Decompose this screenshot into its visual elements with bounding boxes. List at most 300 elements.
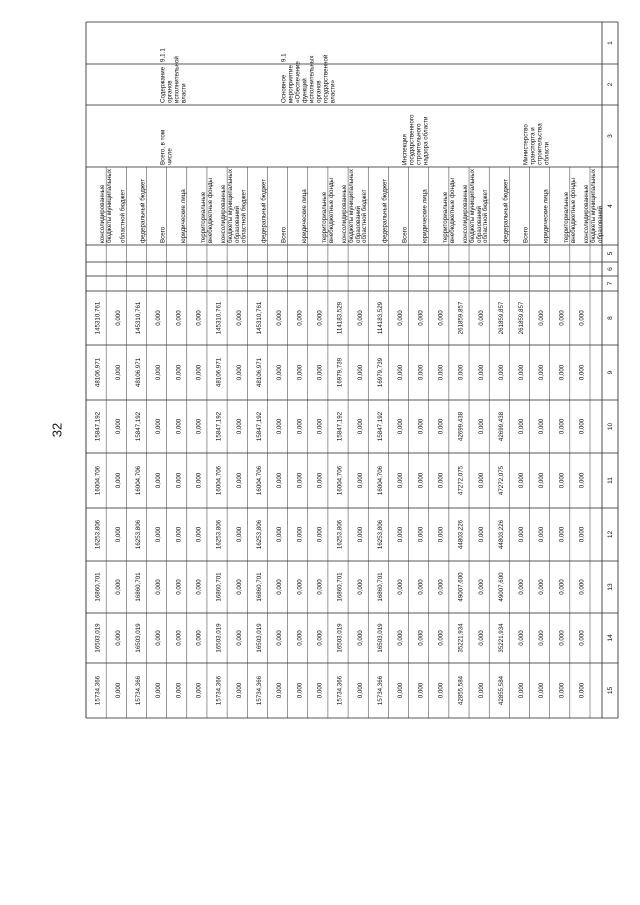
amount-cell: 49007,600 [457, 572, 465, 602]
funding-source-line: юридические лица [300, 189, 308, 243]
amount-cell: 16860,701 [215, 572, 223, 602]
amount-cell: 44803,226 [497, 519, 505, 550]
funding-source [523, 226, 530, 243]
amount-cell: 0,000 [518, 682, 526, 699]
funding-source-line: федеральный бюджет [260, 178, 268, 243]
executor-name-line: транспорта и [529, 127, 537, 165]
amount-cell: 0,000 [316, 682, 324, 699]
amount-cell: 0,000 [356, 630, 364, 646]
amount-cell: 0,000 [397, 579, 405, 595]
amount-cell: 15734,366 [256, 675, 264, 706]
event-name-line: власти» [329, 79, 337, 103]
amount-cell: 0,000 [518, 364, 526, 381]
column-number-4: 4 [606, 204, 614, 208]
funding-source-line: внебюджетные фонды [448, 178, 456, 243]
amount-cell: 0,000 [558, 630, 566, 646]
amount-cell: 0,000 [538, 472, 546, 489]
amount-cell: 0,000 [558, 682, 566, 699]
event-name-line: исполнительной [173, 56, 181, 103]
amount-cell: 44803,226 [457, 519, 465, 550]
amount-cell: 42855,584 [457, 675, 465, 706]
funding-source [160, 226, 167, 243]
amount-cell: 0,000 [296, 472, 304, 489]
amount-cell: 0,000 [316, 472, 324, 489]
funding-source-line: консолидированные [583, 184, 590, 243]
amount-cell: 0,000 [114, 364, 122, 381]
row-number [160, 48, 167, 62]
amount-cell: 0,000 [296, 630, 304, 646]
amount-cell: 0,000 [114, 418, 122, 435]
funding-source-line: территориальные [199, 191, 207, 243]
amount-cell: 48106,971 [256, 357, 264, 388]
amount-cell: 15734,366 [94, 675, 102, 706]
amount-cell: 0,000 [538, 579, 546, 595]
funding-source-line: бюджеты муниципальных [227, 169, 235, 243]
amount-cell: 0,000 [437, 682, 445, 699]
amount-cell: 0,000 [235, 682, 243, 699]
amount-cell: 0,000 [276, 579, 284, 595]
funding-source-line: федеральный бюджет [139, 178, 147, 243]
funding-source-line: юридические лица [179, 189, 187, 243]
amount-cell: 0,000 [417, 526, 425, 543]
amount-cell: 0,000 [155, 472, 163, 489]
amount-cell: 0,000 [417, 472, 425, 489]
amount-cell: 42855,584 [497, 675, 505, 706]
amount-cell: 0,000 [578, 364, 586, 381]
amount-cell: 0,000 [558, 579, 566, 595]
executor-name [523, 123, 551, 165]
amount-cell: 15847,192 [376, 411, 384, 442]
funding-source-line: Всего [159, 226, 167, 243]
amount-cell: 0,000 [276, 682, 284, 699]
amount-cell: 16004,706 [135, 465, 143, 496]
amount-cell: 0,000 [417, 579, 425, 595]
amount-cell: 48106,971 [94, 357, 102, 388]
funding-source-line: территориальные [441, 191, 449, 243]
amount-cell: 0,000 [316, 630, 324, 646]
amount-cell: 0,000 [356, 526, 364, 543]
executor-name-line: строительства [536, 123, 544, 165]
amount-cell: 0,000 [235, 310, 243, 326]
funding-source [119, 189, 126, 243]
amount-cell: 0,000 [276, 310, 284, 326]
amount-cell: 0,000 [175, 472, 183, 489]
column-number-2: 2 [606, 82, 614, 87]
amount-cell: 145310,761 [215, 301, 223, 335]
funding-source [321, 177, 335, 243]
amount-cell: 0,000 [477, 579, 485, 595]
amount-cell: 0,000 [437, 310, 445, 326]
funding-source [341, 168, 362, 243]
amount-cell: 16253,806 [256, 519, 264, 550]
amount-cell: 0,000 [477, 310, 485, 326]
amount-cell: 0,000 [477, 364, 485, 381]
funding-source [482, 189, 489, 243]
amount-cell: 0,000 [155, 630, 163, 646]
amount-cell: 0,000 [316, 526, 324, 543]
amount-cell: 0,000 [477, 682, 485, 699]
amount-cell: 0,000 [538, 310, 546, 326]
amount-cell: 0,000 [397, 364, 405, 381]
amount-cell: 0,000 [578, 630, 586, 646]
amount-cell: 16004,706 [336, 465, 344, 496]
amount-cell: 0,000 [114, 630, 122, 646]
amount-cell: 0,000 [155, 418, 163, 435]
amount-cell: 0,000 [538, 418, 546, 435]
amount-cell: 0,000 [437, 579, 445, 595]
amount-cell: 0,000 [417, 310, 425, 326]
amount-cell: 16860,701 [94, 572, 102, 602]
funding-source-line: внебюджетные фонды [327, 178, 335, 243]
amount-cell: 0,000 [235, 364, 243, 381]
amount-cell: 0,000 [296, 364, 304, 381]
amount-cell: 49007,600 [497, 572, 505, 602]
funding-source-line: Всего [280, 226, 288, 243]
amount-cell: 0,000 [397, 682, 405, 699]
funding-source-line: образований [476, 206, 484, 243]
amount-cell: 16979,739 [336, 357, 344, 388]
amount-cell: 0,000 [578, 418, 586, 435]
amount-cell: 0,000 [235, 418, 243, 435]
amount-cell: 0,000 [155, 526, 163, 543]
amount-cell: 16004,706 [376, 465, 384, 496]
amount-cell: 0,000 [235, 472, 243, 489]
funding-source-line: консолидированные [462, 184, 470, 243]
column-number-1: 1 [606, 41, 614, 45]
funding-source [462, 168, 483, 243]
event-name [281, 54, 337, 103]
event-name-line: государственной [322, 54, 330, 103]
amount-cell: 16503,019 [376, 623, 384, 653]
amount-cell: 0,000 [175, 418, 183, 435]
funding-source-line: бюджеты муниципальных [590, 169, 597, 243]
amount-cell: 15847,192 [135, 411, 143, 442]
amount-cell: 16860,701 [336, 572, 344, 602]
event-name-line: мероприятие [287, 65, 295, 103]
funding-source-line: образований [597, 206, 604, 243]
amount-cell: 0,000 [276, 418, 284, 435]
amount-cell: 0,000 [195, 526, 203, 543]
event-name-line: исполнительных [308, 55, 316, 103]
funding-source-line: областной бюджет [482, 189, 490, 243]
amount-cell: 48106,971 [215, 357, 223, 388]
column-number-7: 7 [606, 281, 614, 286]
amount-cell: 0,000 [397, 310, 405, 326]
amount-cell: 0,000 [356, 682, 364, 699]
amount-cell: 0,000 [477, 526, 485, 543]
executor-name-line: государственного [408, 114, 416, 165]
amount-cell: 0,000 [417, 364, 425, 381]
executor-name-line: числе [166, 148, 174, 165]
amount-cell: 0,000 [417, 418, 425, 435]
executor-name-line: области [543, 141, 551, 165]
amount-cell: 0,000 [175, 579, 183, 595]
amount-cell: 16860,701 [376, 572, 384, 602]
executor-name-line: Министерство [522, 124, 530, 165]
amount-cell: 16503,019 [94, 623, 102, 653]
funding-source-line: территориальные [320, 191, 328, 243]
amount-cell: 0,000 [316, 364, 324, 381]
amount-cell: 0,000 [397, 418, 405, 435]
funding-source-line: внебюджетные фонды [206, 178, 214, 243]
funding-source [422, 189, 429, 243]
amount-cell: 16004,706 [256, 465, 264, 496]
amount-cell: 0,000 [538, 682, 546, 699]
amount-cell: 0,000 [235, 579, 243, 595]
amount-cell: 0,000 [356, 418, 364, 435]
funding-source-line: Всего [522, 226, 530, 243]
funding-source-line: Всего [401, 226, 409, 243]
column-number-14: 14 [606, 634, 614, 642]
amount-cell: 15734,366 [336, 675, 344, 706]
amount-cell: 0,000 [296, 579, 304, 595]
budget-table-cells [95, 41, 614, 705]
amount-cell: 0,000 [578, 579, 586, 595]
amount-cell: 0,000 [538, 526, 546, 543]
amount-cell: 0,000 [195, 579, 203, 595]
column-number-9: 9 [606, 370, 614, 375]
amount-cell: 15734,366 [215, 675, 223, 706]
funding-source-line: бюджеты муниципальных [106, 169, 114, 243]
amount-cell: 0,000 [175, 310, 183, 326]
column-number-13: 13 [606, 583, 614, 591]
row-number-line: 9.1.1 [159, 48, 167, 62]
funding-source-line: юридические лица [542, 189, 550, 243]
funding-source-line: бюджеты муниципальных [348, 169, 356, 243]
funding-source-line: областной бюджет [361, 189, 369, 243]
funding-source [281, 226, 288, 243]
funding-source [583, 168, 604, 243]
amount-cell: 261859,857 [497, 301, 505, 335]
column-number-6: 6 [606, 267, 614, 271]
amount-cell: 16253,806 [94, 519, 102, 550]
amount-cell: 16503,019 [215, 623, 223, 653]
amount-cell: 0,000 [397, 472, 405, 489]
amount-cell: 0,000 [276, 364, 284, 381]
event-name-line: Содержание [159, 66, 167, 103]
amount-cell: 47272,075 [457, 465, 465, 496]
page-number-group [49, 423, 64, 437]
executor-name-line: Инспекция [401, 134, 409, 165]
funding-source-line: консолидированные [99, 184, 107, 243]
amount-cell: 0,000 [518, 418, 526, 435]
amount-cell: 0,000 [417, 630, 425, 646]
funding-source [402, 226, 409, 243]
amount-cell: 0,000 [457, 364, 465, 381]
amount-cell: 15847,192 [94, 411, 102, 442]
event-name-line: власти [180, 83, 188, 103]
funding-source-line: юридические лица [421, 189, 429, 243]
amount-cell: 0,000 [195, 630, 203, 646]
column-number-3: 3 [606, 134, 614, 138]
amount-cell: 0,000 [518, 472, 526, 489]
funding-source-line: федеральный бюджет [381, 178, 389, 243]
amount-cell: 261859,857 [457, 301, 465, 335]
amount-cell: 0,000 [235, 526, 243, 543]
funding-source-line: территориальные [562, 191, 570, 243]
amount-cell: 145310,761 [94, 301, 102, 335]
amount-cell: 261859,857 [518, 301, 526, 335]
amount-cell: 0,000 [316, 418, 324, 435]
column-number-11: 11 [606, 477, 614, 484]
amount-cell: 0,000 [155, 579, 163, 595]
amount-cell: 0,000 [356, 579, 364, 595]
funding-source-line: консолидированные [220, 184, 228, 243]
amount-cell: 16004,706 [215, 465, 223, 496]
amount-cell: 0,000 [578, 682, 586, 699]
row-number [281, 53, 288, 62]
amount-cell: 0,000 [296, 418, 304, 435]
amount-cell: 0,000 [437, 364, 445, 381]
amount-cell: 0,000 [578, 310, 586, 326]
funding-source [361, 189, 368, 243]
amount-cell: 0,000 [195, 682, 203, 699]
column-number-8: 8 [606, 316, 614, 320]
amount-cell: 16253,806 [215, 519, 223, 550]
amount-cell: 0,000 [497, 364, 505, 381]
amount-cell: 16979,739 [376, 357, 384, 388]
funding-source-line: образований [355, 206, 363, 243]
amount-cell: 0,000 [558, 364, 566, 381]
amount-cell: 0,000 [437, 472, 445, 489]
amount-cell: 0,000 [578, 472, 586, 489]
amount-cell: 0,000 [538, 364, 546, 381]
amount-cell: 0,000 [356, 364, 364, 381]
amount-cell: 48106,971 [135, 357, 143, 388]
amount-cell: 0,000 [538, 630, 546, 646]
funding-source-line: федеральный бюджет [502, 178, 510, 243]
executor-name [160, 130, 174, 165]
event-name-line: органов [315, 80, 323, 103]
event-name-line: «Обеспечение [294, 61, 302, 103]
amount-cell: 47272,075 [497, 465, 505, 496]
amount-cell: 0,000 [276, 472, 284, 489]
executor-name-line: надзора области [422, 116, 430, 165]
amount-cell: 15847,192 [215, 411, 223, 442]
amount-cell: 0,000 [437, 526, 445, 543]
funding-source-line: областной бюджет [240, 189, 248, 243]
amount-cell: 0,000 [417, 682, 425, 699]
amount-cell: 0,000 [578, 526, 586, 543]
amount-cell: 0,000 [296, 310, 304, 326]
amount-cell: 0,000 [316, 310, 324, 326]
amount-cell: 16503,019 [256, 623, 264, 653]
funding-source-line: бюджеты муниципальных [469, 169, 477, 243]
funding-source [220, 168, 241, 243]
amount-cell: 0,000 [114, 579, 122, 595]
page-number: 32 [49, 422, 65, 438]
amount-cell: 16503,019 [135, 623, 143, 653]
amount-cell: 0,000 [276, 526, 284, 543]
amount-cell: 0,000 [518, 526, 526, 543]
funding-source [260, 179, 267, 243]
amount-cell: 0,000 [558, 418, 566, 435]
amount-cell: 0,000 [477, 472, 485, 489]
amount-cell: 0,000 [114, 472, 122, 489]
column-number-5: 5 [606, 251, 614, 256]
amount-cell: 0,000 [195, 472, 203, 489]
amount-cell: 0,000 [175, 364, 183, 381]
amount-cell: 0,000 [356, 472, 364, 489]
amount-cell: 114183,529 [376, 301, 384, 335]
funding-source-line: областной бюджет [119, 189, 127, 243]
funding-source [139, 179, 146, 243]
amount-cell: 16004,706 [94, 465, 102, 496]
amount-cell: 0,000 [518, 579, 526, 595]
amount-cell: 0,000 [316, 579, 324, 595]
funding-source [301, 189, 308, 243]
amount-cell: 0,000 [175, 630, 183, 646]
amount-cell: 0,000 [356, 310, 364, 326]
column-number-12: 12 [606, 530, 614, 539]
funding-source-line: внебюджетные фонды [569, 178, 577, 243]
amount-cell: 0,000 [195, 310, 203, 326]
amount-cell: 16253,806 [336, 519, 344, 550]
amount-cell: 16253,806 [376, 519, 384, 550]
amount-cell: 15734,366 [376, 675, 384, 706]
amount-cell: 16860,701 [256, 572, 264, 602]
amount-cell: 114183,529 [336, 301, 344, 335]
amount-cell: 16860,701 [135, 572, 143, 602]
amount-cell: 0,000 [114, 682, 122, 699]
event-name-line: органов [166, 80, 174, 103]
amount-cell: 16253,806 [135, 519, 143, 550]
amount-cell: 0,000 [558, 472, 566, 489]
amount-cell: 0,000 [155, 310, 163, 326]
funding-source [563, 177, 577, 243]
amount-cell: 15734,366 [135, 675, 143, 706]
amount-cell: 35221,934 [497, 623, 505, 653]
column-number-10: 10 [606, 422, 614, 431]
amount-cell: 0,000 [195, 364, 203, 381]
amount-cell: 0,000 [437, 630, 445, 646]
event-name-line: Основное [280, 74, 288, 103]
amount-cell: 15847,192 [256, 411, 264, 442]
funding-source [502, 179, 509, 243]
funding-source-line: консолидированные [341, 184, 349, 243]
amount-cell: 42699,438 [457, 411, 465, 442]
amount-cell: 0,000 [518, 630, 526, 646]
funding-source [381, 179, 388, 243]
executor-name-line: Всего, в том [159, 129, 167, 165]
amount-cell: 0,000 [155, 364, 163, 381]
row-number-line: 9.1 [280, 53, 288, 62]
amount-cell: 0,000 [175, 682, 183, 699]
amount-cell: 0,000 [397, 630, 405, 646]
amount-cell: 15847,192 [336, 411, 344, 442]
funding-source [180, 189, 187, 243]
amount-cell: 42699,438 [497, 411, 505, 442]
funding-source [240, 189, 247, 243]
amount-cell: 0,000 [437, 418, 445, 435]
amount-cell: 0,000 [175, 526, 183, 543]
amount-cell: 16503,019 [336, 623, 344, 653]
funding-source [543, 189, 550, 243]
amount-cell: 0,000 [477, 418, 485, 435]
amount-cell: 0,000 [558, 310, 566, 326]
amount-cell: 0,000 [155, 682, 163, 699]
amount-cell: 0,000 [558, 526, 566, 543]
funding-source [200, 177, 214, 243]
amount-cell: 0,000 [477, 630, 485, 646]
executor-name [402, 114, 430, 165]
amount-cell: 145310,761 [256, 301, 264, 335]
amount-cell: 0,000 [397, 526, 405, 543]
column-number-15: 15 [606, 686, 614, 695]
amount-cell: 0,000 [114, 526, 122, 543]
amount-cell: 0,000 [114, 310, 122, 326]
event-name-line: функций [301, 78, 309, 103]
